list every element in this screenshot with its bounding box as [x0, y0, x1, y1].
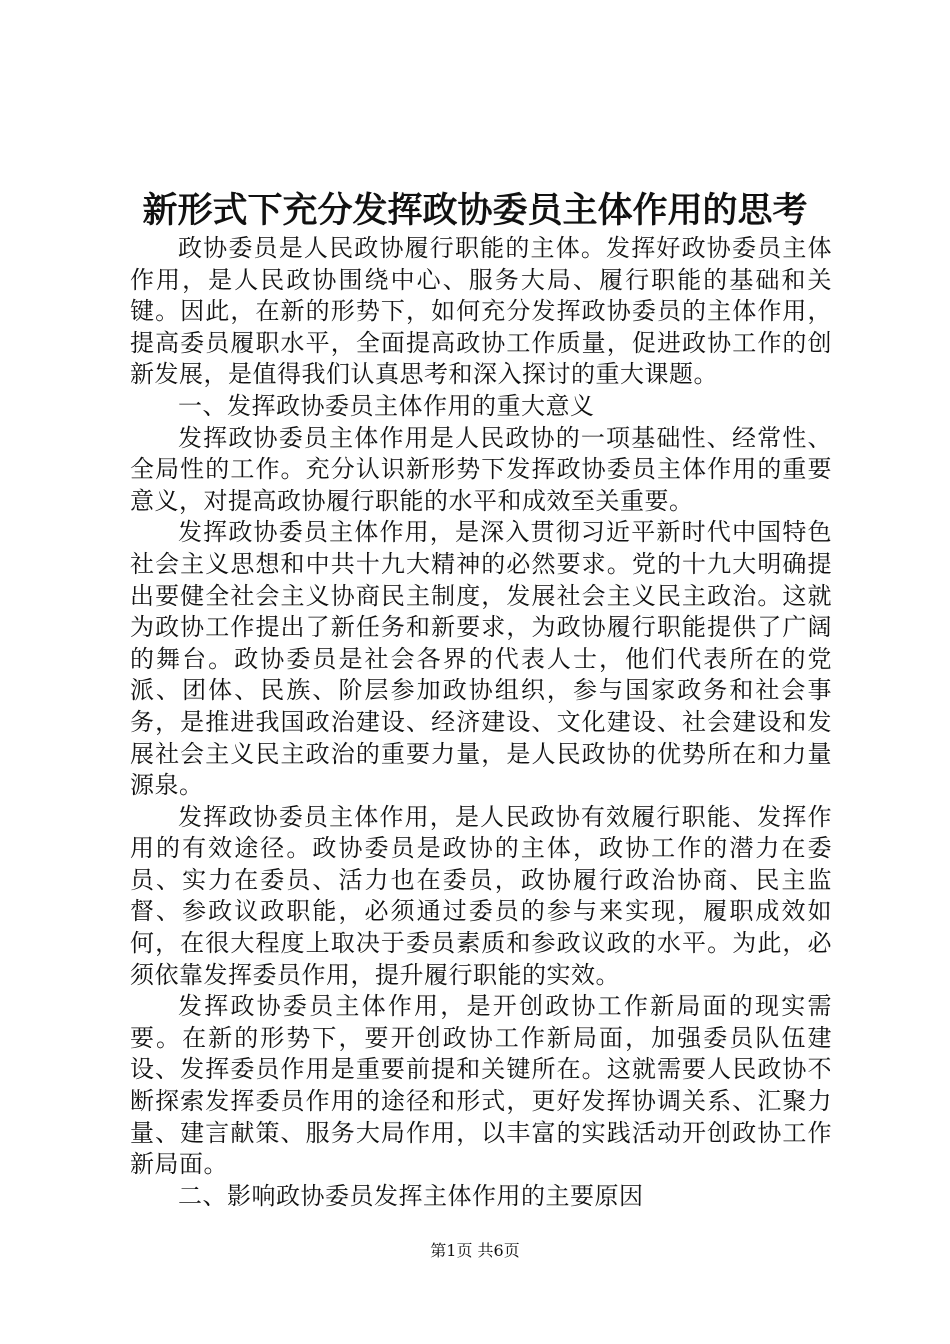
paragraph-new-situation: 发挥政协委员主体作用，是开创政协工作新局面的现实需要。在新的形势下，要开创政协工作新局面，加强委员队伍建设、发挥委员作用是重要前提和关键所在。这就需要人民政协不断探索发挥委员作用的途径和形式，更好发挥协调关系、汇聚力量、建言献策、服务大局作用，以丰富的实践活动开创政协工作新局面。 [130, 992, 832, 1179]
paragraph-pathway: 发挥政协委员主体作用，是人民政协有效履行职能、发挥作用的有效途径。政协委员是政协的主体，政协工作的潜力在委员、实力在委员、活力也在委员，政协履行政治协商、民主监督、参政议政职能，必须通过委员的参与来实现，履职成效如何，在很大程度上取决于委员素质和参政议政的水平。为此，必须依靠发挥委员作用，提升履行职能的实效。 [130, 802, 832, 989]
page-number-footer: 第1页 共6页 [430, 1241, 520, 1260]
paragraph-requirement: 发挥政协委员主体作用，是深入贯彻习近平新时代中国特色社会主义思想和中共十九大精神的必然要求。党的十九大明确提出要健全社会主义协商民主制度，发展社会主义民主政治。这就为政协工作提出了新任务和新要求，为政协履行职能提供了广阔的舞台。政协委员是社会各界的代表人士，他们代表所在的党派、团体、民族、阶层参加政协组织，参与国家政务和社会事务，是推进我国政治建设、经济建设、文化建设、社会建设和发展社会主义民主政治的重要力量，是人民政协的优势所在和力量源泉。 [130, 518, 832, 800]
paragraph-significance: 发挥政协委员主体作用是人民政协的一项基础性、经常性、全局性的工作。充分认识新形势下发挥政协委员主体作用的重要意义，对提高政协履行职能的水平和成效至关重要。 [130, 423, 832, 515]
paragraph-intro: 政协委员是人民政协履行职能的主体。发挥好政协委员主体作用，是人民政协围绕中心、服务大局、履行职能的基础和关键。因此，在新的形势下，如何充分发挥政协委员的主体作用，提高委员履职水平，全面提高政协工作质量，促进政协工作的创新发展，是值得我们认真思考和深入探讨的重大课题。 [130, 234, 832, 389]
document-title: 新形式下充分发挥政协委员主体作用的思考 [142, 190, 808, 231]
document-body [130, 233, 832, 1212]
section-heading-2: 二、影响政协委员发挥主体作用的主要原因 [178, 1181, 644, 1210]
section-heading-1: 一、发挥政协委员主体作用的重大意义 [178, 391, 595, 420]
